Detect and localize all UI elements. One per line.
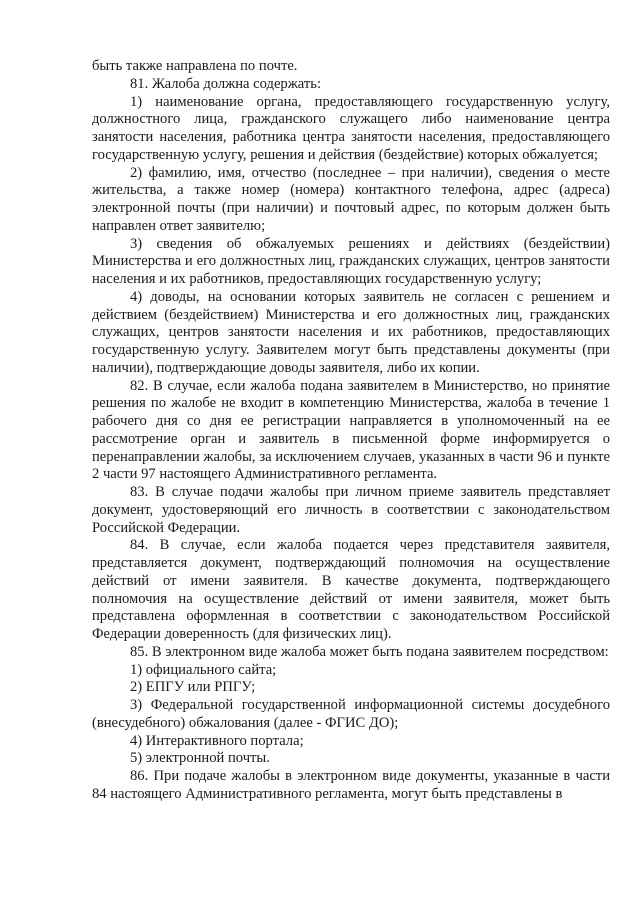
paragraph-81-item-3: 3) сведения об обжалуемых решениях и действиях (бездействии) Министерства и его должностных лиц, гражданских служащих, центров занятости населения и их работников, предоставляющих государственную услугу; bbox=[92, 235, 610, 287]
paragraph-81-item-1: 1) наименование органа, предоставляющего государственную услугу, должностного лица, гражданского служащего либо наименование центра занятости населения, работника центра занятости населения, предоставляющего государственную услугу, решения и действия (бездействие) которых обжалуется; bbox=[92, 93, 610, 163]
paragraph-81-heading: 81. Жалоба должна содержать: bbox=[130, 75, 321, 92]
paragraph-81-item-2: 2) фамилию, имя, отчество (последнее – при наличии), сведения о месте жительства, а также номер (номера) контактного телефона, адрес (адреса) электронной почты (при наличии) и почтовый адрес, по которым должен быть направлен ответ заявителю; bbox=[92, 164, 610, 234]
paragraph-85-item-1: 1) официального сайта; bbox=[130, 661, 277, 678]
paragraph-82: 82. В случае, если жалоба подана заявителем в Министерство, но принятие решения по жалобе не входит в компетенцию Министерства, жалоба в течение 1 рабочего дня со дня ее регистрации направляется в уполномоченный на ее рассмотрение орган и заявитель в письменной форме информируется о перенаправлении жалобы, за исключением случаев, указанных в части 96 и пункте 2 части 97 настоящего Административного регламента. bbox=[92, 377, 610, 483]
paragraph-85-item-4: 4) Интерактивного портала; bbox=[130, 732, 304, 749]
paragraph-85-item-3: 3) Федеральной государственной информационной системы досудебного (внесудебного) обжалования (далее - ФГИС ДО); bbox=[92, 697, 610, 731]
paragraph-85-item-5: 5) электронной почты. bbox=[130, 750, 270, 767]
paragraph-84: 84. В случае, если жалоба подается через представителя заявителя, представляется документ, подтверждающий полномочия на осуществление действий от имени заявителя. В качестве документа, подтверждающего полномочия на осуществление действий от имени заявителя, может быть представлена оформленная в соответствии с законодательством Российской Федерации доверенность (для физических лиц). bbox=[92, 537, 610, 642]
paragraph-85-heading: 85. В электронном виде жалоба может быть подана заявителем посредством: bbox=[130, 643, 609, 660]
paragraph-83: 83. В случае подачи жалобы при личном приеме заявитель представляет документ, удостоверяющий его личность в соответствии с законодательством Российской Федерации. bbox=[92, 484, 610, 536]
paragraph-85-item-2: 2) ЕПГУ или РПГУ; bbox=[130, 679, 256, 696]
paragraph-continuation: быть также направлена по почте. bbox=[92, 58, 298, 74]
paragraph-81-item-4: 4) доводы, на основании которых заявитель не согласен с решением и действием (бездействием) Министерства и его должностных лиц, гражданских служащих, центров занятости населения и их работников, предоставляющих государственную услугу. Заявителем могут быть представлены документы (при наличии), подтверждающие доводы заявителя, либо их копии. bbox=[92, 288, 610, 376]
paragraph-86: 86. При подаче жалобы в электронном виде документы, указанные в части 84 настоящего Административного регламента, могут быть представлены в bbox=[92, 768, 610, 802]
document-page bbox=[92, 58, 610, 804]
